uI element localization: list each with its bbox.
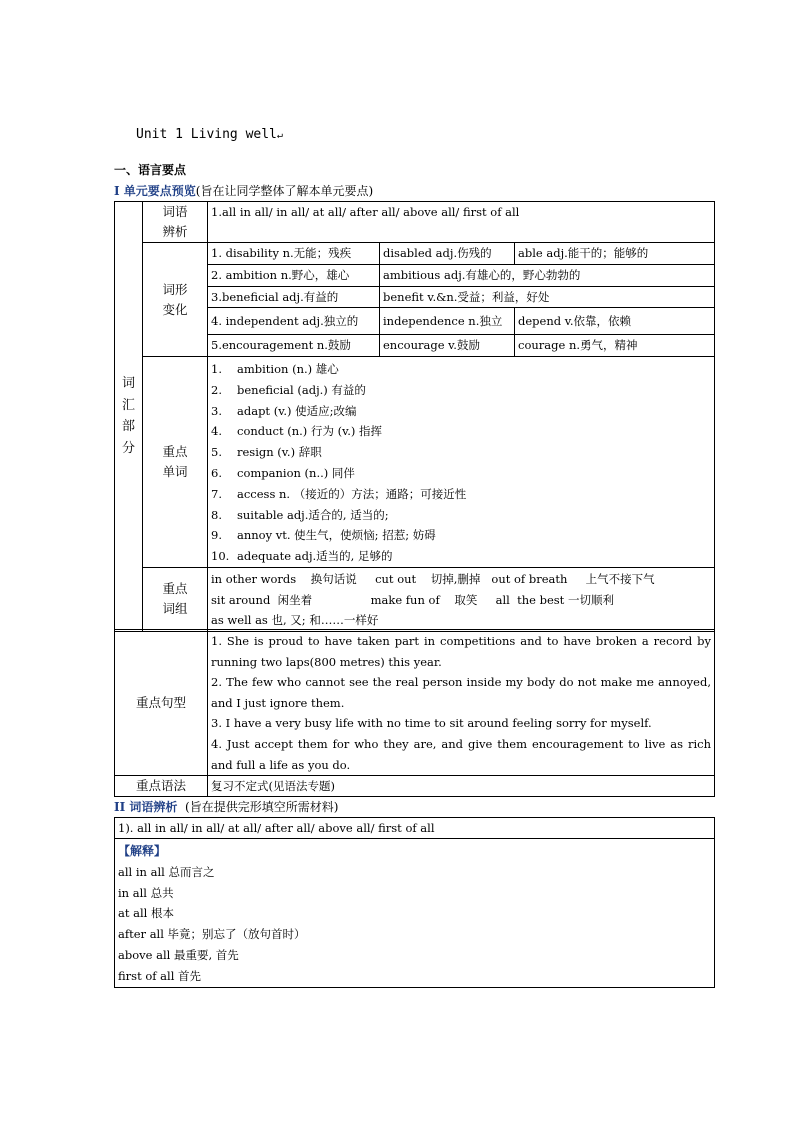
word-form-cell: able adj.能干的；能够的 xyxy=(515,243,715,265)
unit-title xyxy=(136,127,283,142)
vocab-section-label: 词 汇 部 分 xyxy=(115,202,143,632)
word-form-cell: courage n.勇气，精神 xyxy=(515,335,715,357)
list-item: 7. access n. （接近的）方法；通路；可接近性 xyxy=(211,486,467,501)
list-item: 9. annoy vt. 使生气，使烦恼; 招惹; 妨碍 xyxy=(211,528,436,543)
list-item: 1. She is proud to have taken part in competitions and to have broken a record by running two laps(800 metres) this year. xyxy=(211,634,711,669)
list-item: 6. companion (n..) 同伴 xyxy=(211,465,355,480)
word-form-cell: independence n.独立 xyxy=(380,308,515,335)
key-words-category: 重点 单词 xyxy=(143,357,208,568)
key-words-list xyxy=(208,357,715,568)
unit-title-text: Unit 1 Living well xyxy=(136,127,277,142)
list-item: 4. conduct (n.) 行为 (v.) 指挥 xyxy=(211,424,383,439)
key-grammar-category: 重点语法 xyxy=(115,776,208,797)
list-item: 2. The few who cannot see the real person inside my body do not make me annoyed, and I just ignore them. xyxy=(211,675,711,710)
word-form-cell: encourage v.鼓励 xyxy=(380,335,515,357)
word-form-cell: 2. ambition n.野心，雄心 xyxy=(208,265,380,287)
word-form-cell: disabled adj.伤残的 xyxy=(380,243,515,265)
list-item: 1. ambition (n.) 雄心 xyxy=(211,362,339,376)
word-form-cell: 5.encouragement n.鼓励 xyxy=(208,335,380,357)
part2-label: II 词语辨析 xyxy=(114,800,178,814)
word-form-cell: depend v.依靠，依赖 xyxy=(515,308,715,335)
word-form-cell: 1. disability n.无能；残疾 xyxy=(208,243,380,265)
list-item: as well as 也, 又; 和……一样好 xyxy=(211,613,379,627)
list-item: sit around 闲坐着 make fun of 取笑 all the best 一切顺利 xyxy=(211,592,614,607)
key-phrases-list xyxy=(208,568,715,632)
list-item: 3. I have a very busy life with no time to sit around feeling sorry for myself. xyxy=(211,716,652,731)
discrimination-category: 词语 辨析 xyxy=(143,202,208,243)
key-grammar-text: 复习不定式(见语法专题) xyxy=(208,776,715,797)
part1-heading xyxy=(114,182,373,199)
list-item: in all 总共 xyxy=(118,885,174,900)
section-heading-language-points: 一、语言要点 xyxy=(114,163,187,177)
discrimination-summary: 1.all in all/ in all/ at all/ after all/ above all/ first of all xyxy=(208,202,715,243)
part1-label: I 单元要点预览 xyxy=(114,184,196,198)
key-sentences-list xyxy=(208,630,715,776)
list-item: all in all 总而言之 xyxy=(118,864,215,879)
list-item: above all 最重要, 首先 xyxy=(118,947,239,962)
list-item: in other words 换句话说 cut out 切掉,删掉 out of breath 上气不接下气 xyxy=(211,572,655,586)
word-form-cell: benefit v.&n.受益；利益，好处 xyxy=(380,287,715,308)
word-form-cell: ambitious adj.有雄心的，野心勃勃的 xyxy=(380,265,715,287)
key-phrases-category: 重点 词组 xyxy=(143,568,208,632)
word-form-cell: 3.beneficial adj.有益的 xyxy=(208,287,380,308)
paragraph-mark: ↵ xyxy=(276,130,283,141)
list-item: first of all 首先 xyxy=(118,968,202,983)
list-item: 5. resign (v.) 辞职 xyxy=(211,445,322,460)
list-item: 3. adapt (v.) 使适应;改编 xyxy=(211,403,357,418)
part1-note: (旨在让同学整体了解本单元要点) xyxy=(195,184,374,198)
unit-overview-table xyxy=(114,201,715,632)
explanation-block xyxy=(115,839,715,988)
list-item: after all 毕竟；别忘了（放句首时） xyxy=(118,927,306,942)
word-forms-category: 词形 变化 xyxy=(143,243,208,357)
word-form-cell: 4. independent adj.独立的 xyxy=(208,308,380,335)
explanation-title: 【解释】 xyxy=(118,844,167,858)
list-item: at all 根本 xyxy=(118,906,175,921)
list-item: 4. Just accept them for who they are, and give them encouragement to live as rich and full a life as you do. xyxy=(211,736,711,772)
list-item: 10. adequate adj.适当的, 足够的 xyxy=(211,549,393,564)
word-discrimination-table xyxy=(114,817,715,988)
sentence-grammar-table xyxy=(114,629,715,797)
list-item: 2. beneficial (adj.) 有益的 xyxy=(211,382,366,397)
part2-heading xyxy=(114,798,338,815)
list-item: 8. suitable adj.适合的, 适当的; xyxy=(211,507,389,522)
key-sentences-category: 重点句型 xyxy=(115,630,208,776)
part2-note: (旨在提供完形填空所需材料) xyxy=(185,800,339,814)
discrimination-header: 1). all in all/ in all/ at all/ after all/ above all/ first of all xyxy=(115,818,715,839)
